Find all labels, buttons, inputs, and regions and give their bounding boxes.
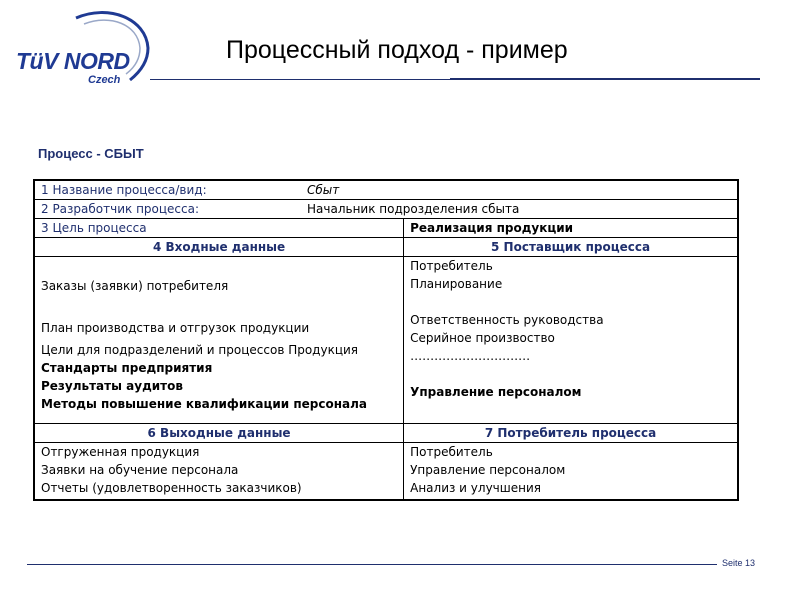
output-item: Заявки на обучение персонала [41, 463, 239, 477]
title-divider-right [450, 78, 760, 80]
input-item: План производства и отгрузок продукции [41, 321, 310, 335]
output-item: Отчеты (удовлетворенность заказчиков) [41, 481, 302, 495]
consumer-item: Потребитель [410, 445, 493, 459]
process-goal-row [34, 219, 738, 238]
section-heading: Процесс - СБЫТ [38, 146, 144, 161]
supplier-item: Планирование [410, 277, 503, 291]
process-developer-value: Начальник подрозделения сбыта [307, 202, 520, 216]
outputs-row [34, 443, 738, 501]
process-goal-value: Реализация продукции [404, 219, 738, 238]
logo-brand-text: TüV NORD [16, 48, 130, 74]
process-table [33, 179, 739, 501]
process-name-value: Сбыт [307, 183, 340, 197]
page-number: Seite 13 [722, 558, 756, 568]
input-item: Результаты аудитов [41, 379, 183, 393]
page-title: Процессный подход - пример [226, 36, 568, 64]
inputs-row [34, 257, 738, 424]
consumer-item: Управление персоналом [410, 463, 566, 477]
inputs-cell [34, 257, 404, 424]
title-divider-left [150, 79, 450, 80]
process-developer-label: 2 Разработчик процесса: [41, 202, 200, 216]
outputs-header: 6 Выходные данные [34, 424, 404, 443]
input-item: Цели для подразделений и процессов Продукция [41, 343, 359, 357]
supplier-header: 5 Поставщик процесса [404, 238, 738, 257]
outputs-header-row [34, 424, 738, 443]
process-developer-row [34, 200, 738, 219]
input-item: Методы повышение квалификации персонала [41, 397, 368, 411]
process-goal-label: 3 Цель процесса [34, 219, 404, 238]
consumers-cell [404, 443, 738, 501]
consumer-item: Анализ и улучшения [410, 481, 541, 495]
tuv-nord-logo [14, 8, 144, 88]
supplier-item: Потребитель [410, 259, 493, 273]
supplier-item: Серийное произвоство [410, 331, 555, 345]
outputs-cell [34, 443, 404, 501]
footer-divider [27, 564, 717, 565]
suppliers-cell [404, 257, 738, 424]
inputs-header-row [34, 238, 738, 257]
output-item: Отгруженная продукция [41, 445, 200, 459]
input-item: Стандарты предприятия [41, 361, 213, 375]
logo-sub-text: Czech [88, 74, 121, 86]
input-item: Заказы (заявки) потребителя [41, 279, 229, 293]
supplier-item: Ответственность руководства [410, 313, 604, 327]
inputs-header: 4 Входные данные [34, 238, 404, 257]
process-name-label: 1 Название процесса/вид: [41, 183, 207, 197]
supplier-item: ………………………… [410, 349, 531, 363]
consumer-header: 7 Потребитель процесса [404, 424, 738, 443]
process-name-row [34, 180, 738, 200]
supplier-item: Управление персоналом [410, 385, 582, 399]
